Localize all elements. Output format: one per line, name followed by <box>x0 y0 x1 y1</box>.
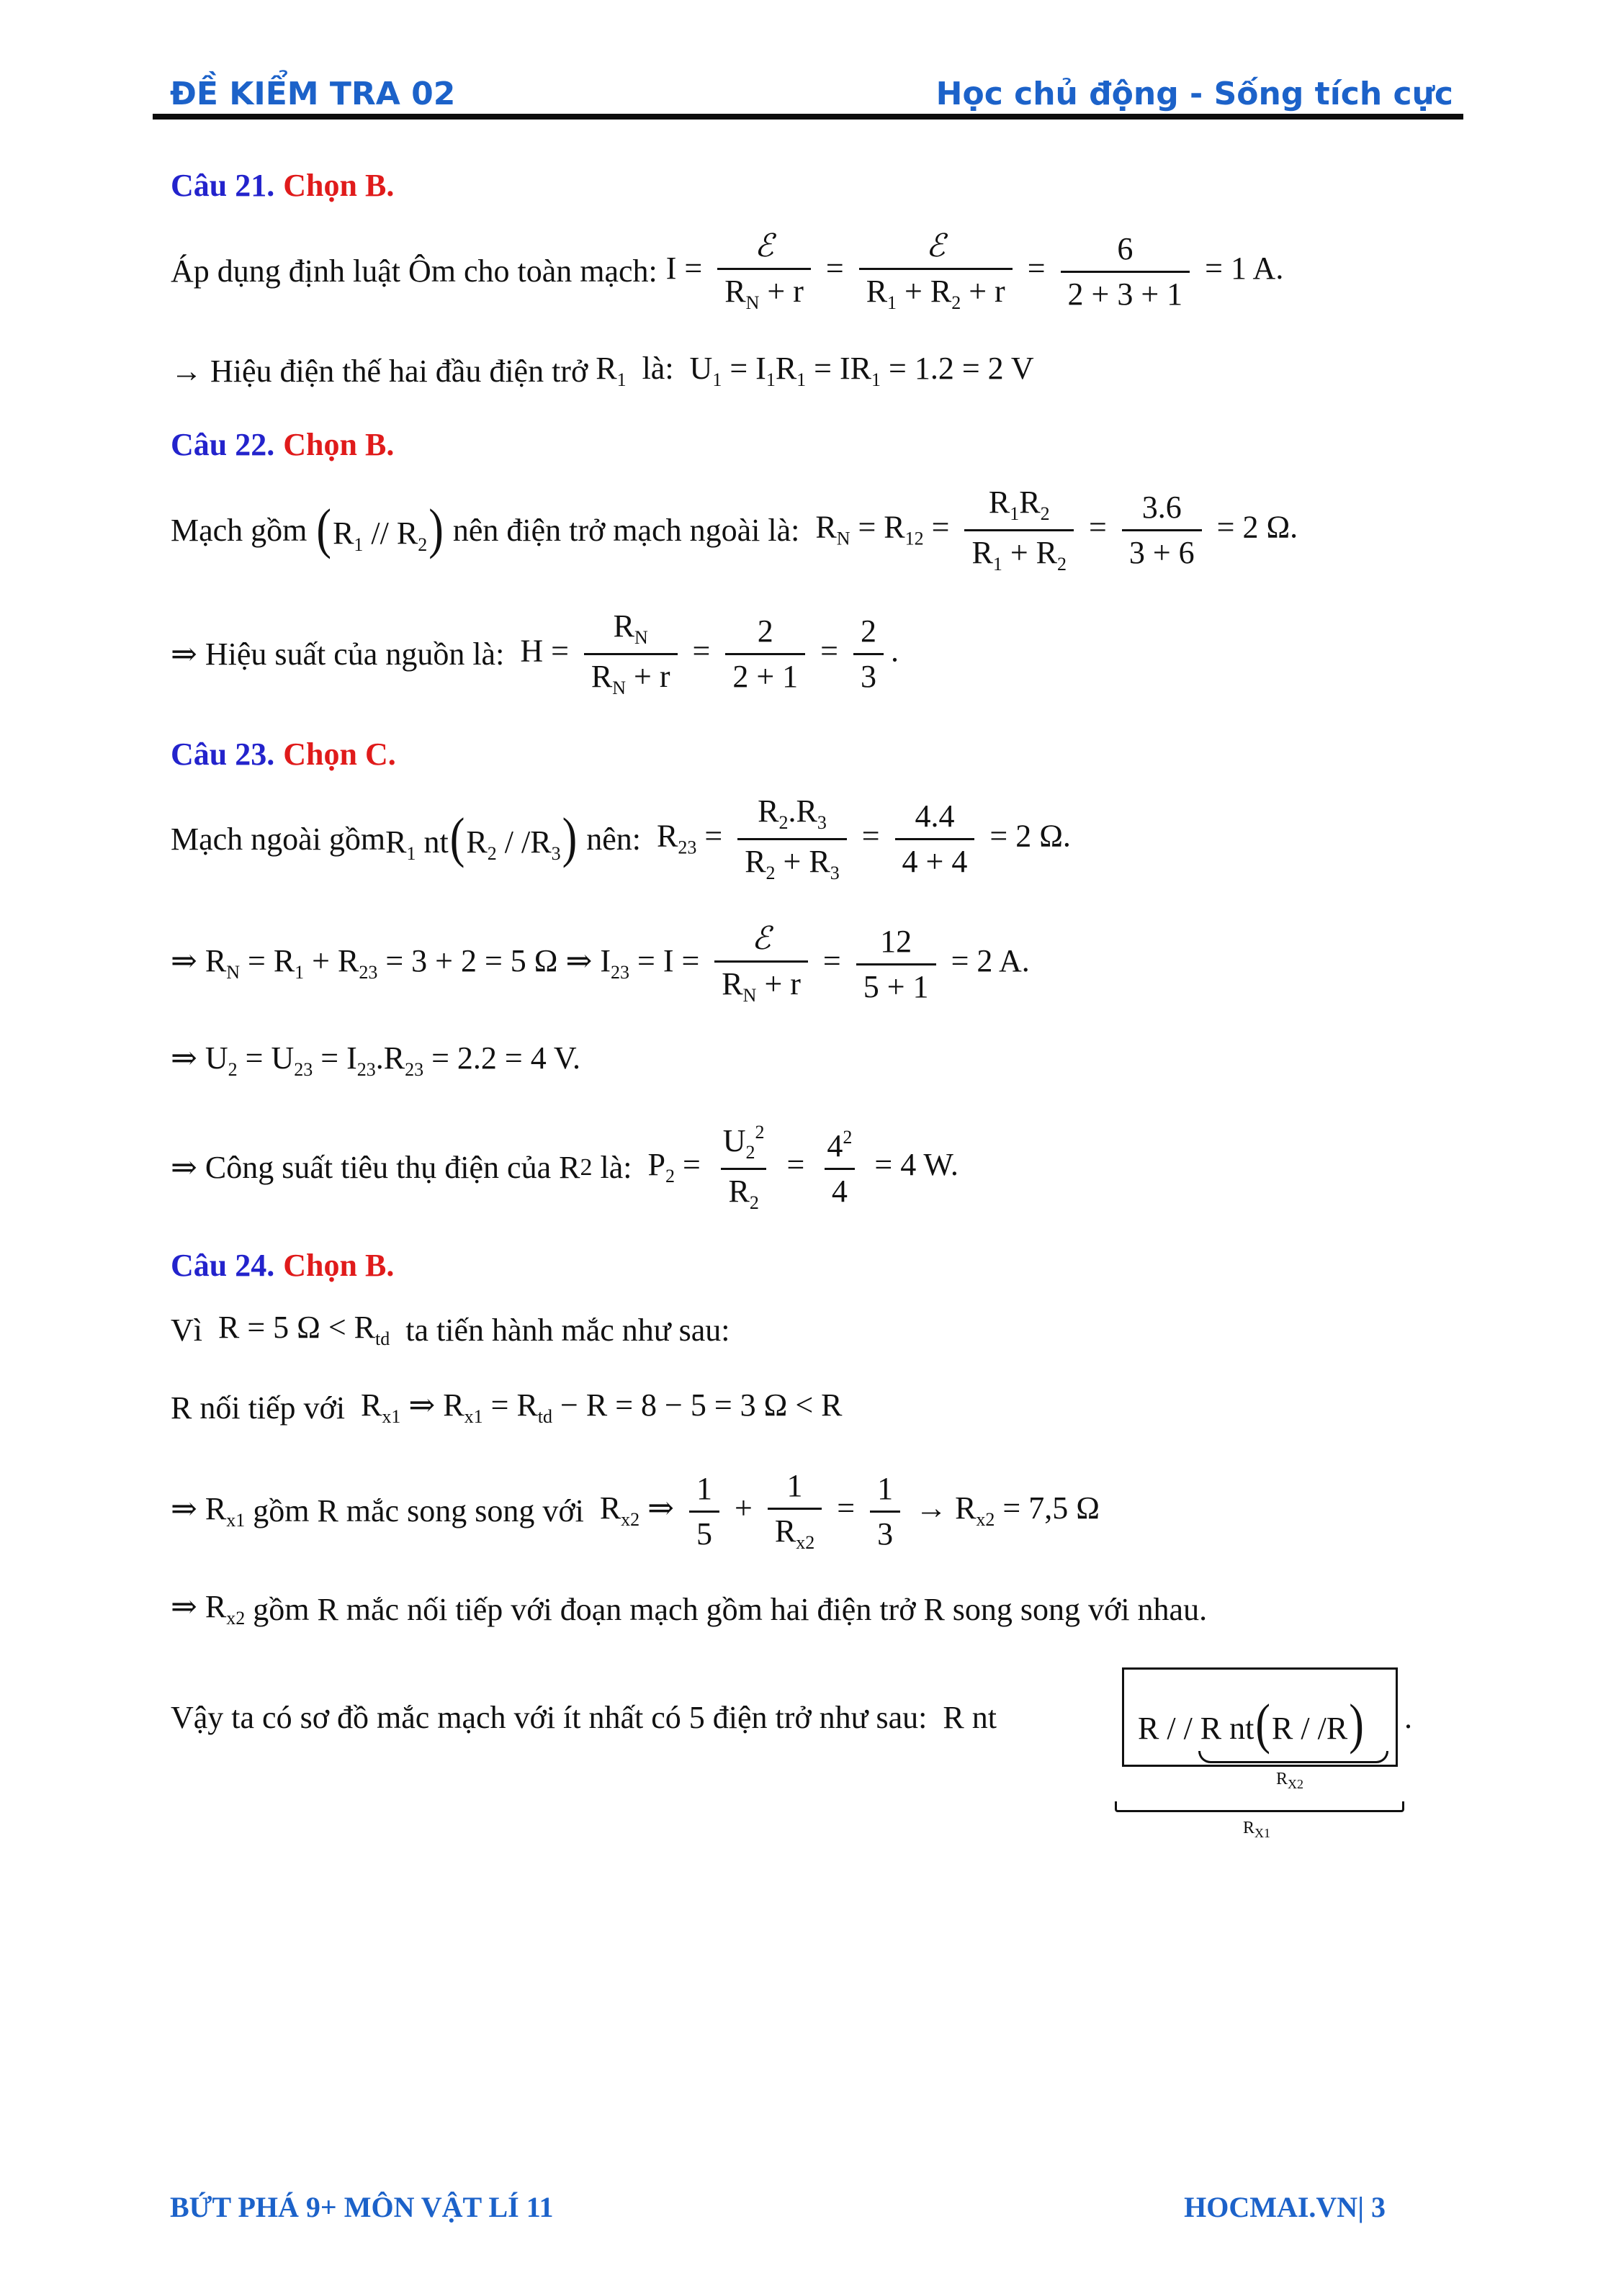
q22-heading: Câu 22. Chọn B. <box>171 427 395 462</box>
q23-power-line: ⇒ Công suất tiêu thụ điện của R 2 là: $P_2$ = $\frac{U_2^2}{R_2}$ = $\frac{4^2}{4}$ = 4 W. <box>171 1122 959 1213</box>
header-slogan: Học chủ động - Sống tích cực <box>935 76 1453 112</box>
q23-r23-line: Mạch ngoài gồm $R_1$ $nt(R_2 / /R_3)$ nên: $R_{23}$ = $\frac{R_2.R_3}{R_2 + R_3}$ = $\frac{4.4}{4 + 4}$ = 2 Ω. <box>171 793 1071 883</box>
header-title: ĐỀ KIỂM TRA 02 <box>170 76 456 112</box>
q24-rx2-structure-line: ⇒ $R_{x2}$ gồm R mắc nối tiếp với đoạn mạch gồm hai điện trở R song song với nhau. <box>171 1589 1208 1629</box>
q23-heading: Câu 23. Chọn C. <box>171 737 396 772</box>
q22-efficiency-line: ⇒ Hiệu suất của nguồn là: H = $\frac{R_N}{R_N + r}$ = $\frac{2}{2 + 1}$ = $\frac{2}{3}$ . <box>171 608 899 698</box>
q22-resistance-line: Mạch gồm $(R_1 // R_2)$ nên điện trở mạch ngoài là: $R_N = R_{12}$ = $\frac{R_1R_2}{R_1 + R_2}$ = $\frac{3.6}{3 + 6}$ = 2 Ω. <box>171 485 1298 575</box>
q23-voltage-line: ⇒ $U_2 = U_{23} = I_{23}.R_{23} = 2.2 = 4$ V. <box>171 1040 581 1080</box>
q21-formula: I = $\frac{\text{ℰ}}{R_N + r}$ = $\frac{\text{ℰ}}{R_1 + R_2 + r}$ = $\frac{6}{2 + 3 + 1}$ = 1 A. <box>665 228 1284 313</box>
circuit-expression: R / / R nt(R / /R) <box>1138 1693 1364 1755</box>
footer-page: HOCMAI.VN| 3 <box>1184 2191 1386 2223</box>
rx2-underbrace <box>1198 1751 1388 1763</box>
q24-rx2-line: ⇒ $R_{x1}$ gồm R mắc song song với $R_{x2}$ ⇒ $\frac{1}{5}$ + $\frac{1}{R_{x2}}$ = $\frac{1}{3}$ → $R_{x2} = 7,5$ Ω <box>171 1468 1100 1553</box>
header-rule <box>153 114 1463 120</box>
q23-current-line: ⇒ $R_N = R_1 + R_{23} = 3 + 2 = 5$ Ω ⇒ $I_{23} = I$ = $\frac{\text{ℰ}}{R_N + r}$ = $\frac{12}{5 + 1}$ = 2 A. <box>171 920 1030 1006</box>
q24-conclusion-line: Vậy ta có sơ đồ mắc mạch với ít nhất có 5 điện trở như sau: R nt <box>171 1700 997 1735</box>
footer-course: BỨT PHÁ 9+ MÔN VẬT LÍ 11 <box>170 2191 554 2223</box>
q24-rx1-line: R nối tiếp với $R_{x1}$ ⇒ $R_{x1} = R_{td} - R = 8 - 5 = 3$ Ω < R <box>171 1387 843 1427</box>
q21-formula-line: Áp dụng định luật Ôm cho toàn mạch: I = $\frac{\text{ℰ}}{R_N + r}$ = $\frac{\text{ℰ}}{R_1 + R_2 + r}$ = $\frac{6}{2 + 3 + 1}$ = 1 A. <box>171 228 1284 313</box>
rx1-underbrace <box>1115 1801 1404 1812</box>
q21-heading: Câu 21. Chọn B. <box>171 168 395 203</box>
q24-condition-line: Vì R = 5 $\Omega < R_{td}$ ta tiến hành mắc như sau: <box>171 1310 730 1349</box>
circuit-period: . <box>1404 1700 1412 1735</box>
q21-voltage-line: → Hiệu điện thế hai đầu điện trở $R_1$ là: $U_1 = I_1R_1 = IR_1 = 1.2 = 2$ V <box>171 351 1034 390</box>
rx2-label: $R_{X2}$ <box>1276 1770 1304 1791</box>
rx1-bracket-right <box>1396 1667 1398 1767</box>
rx1-label: $R_{X1}$ <box>1243 1819 1271 1840</box>
q24-heading: Câu 24. Chọn B. <box>171 1248 395 1283</box>
